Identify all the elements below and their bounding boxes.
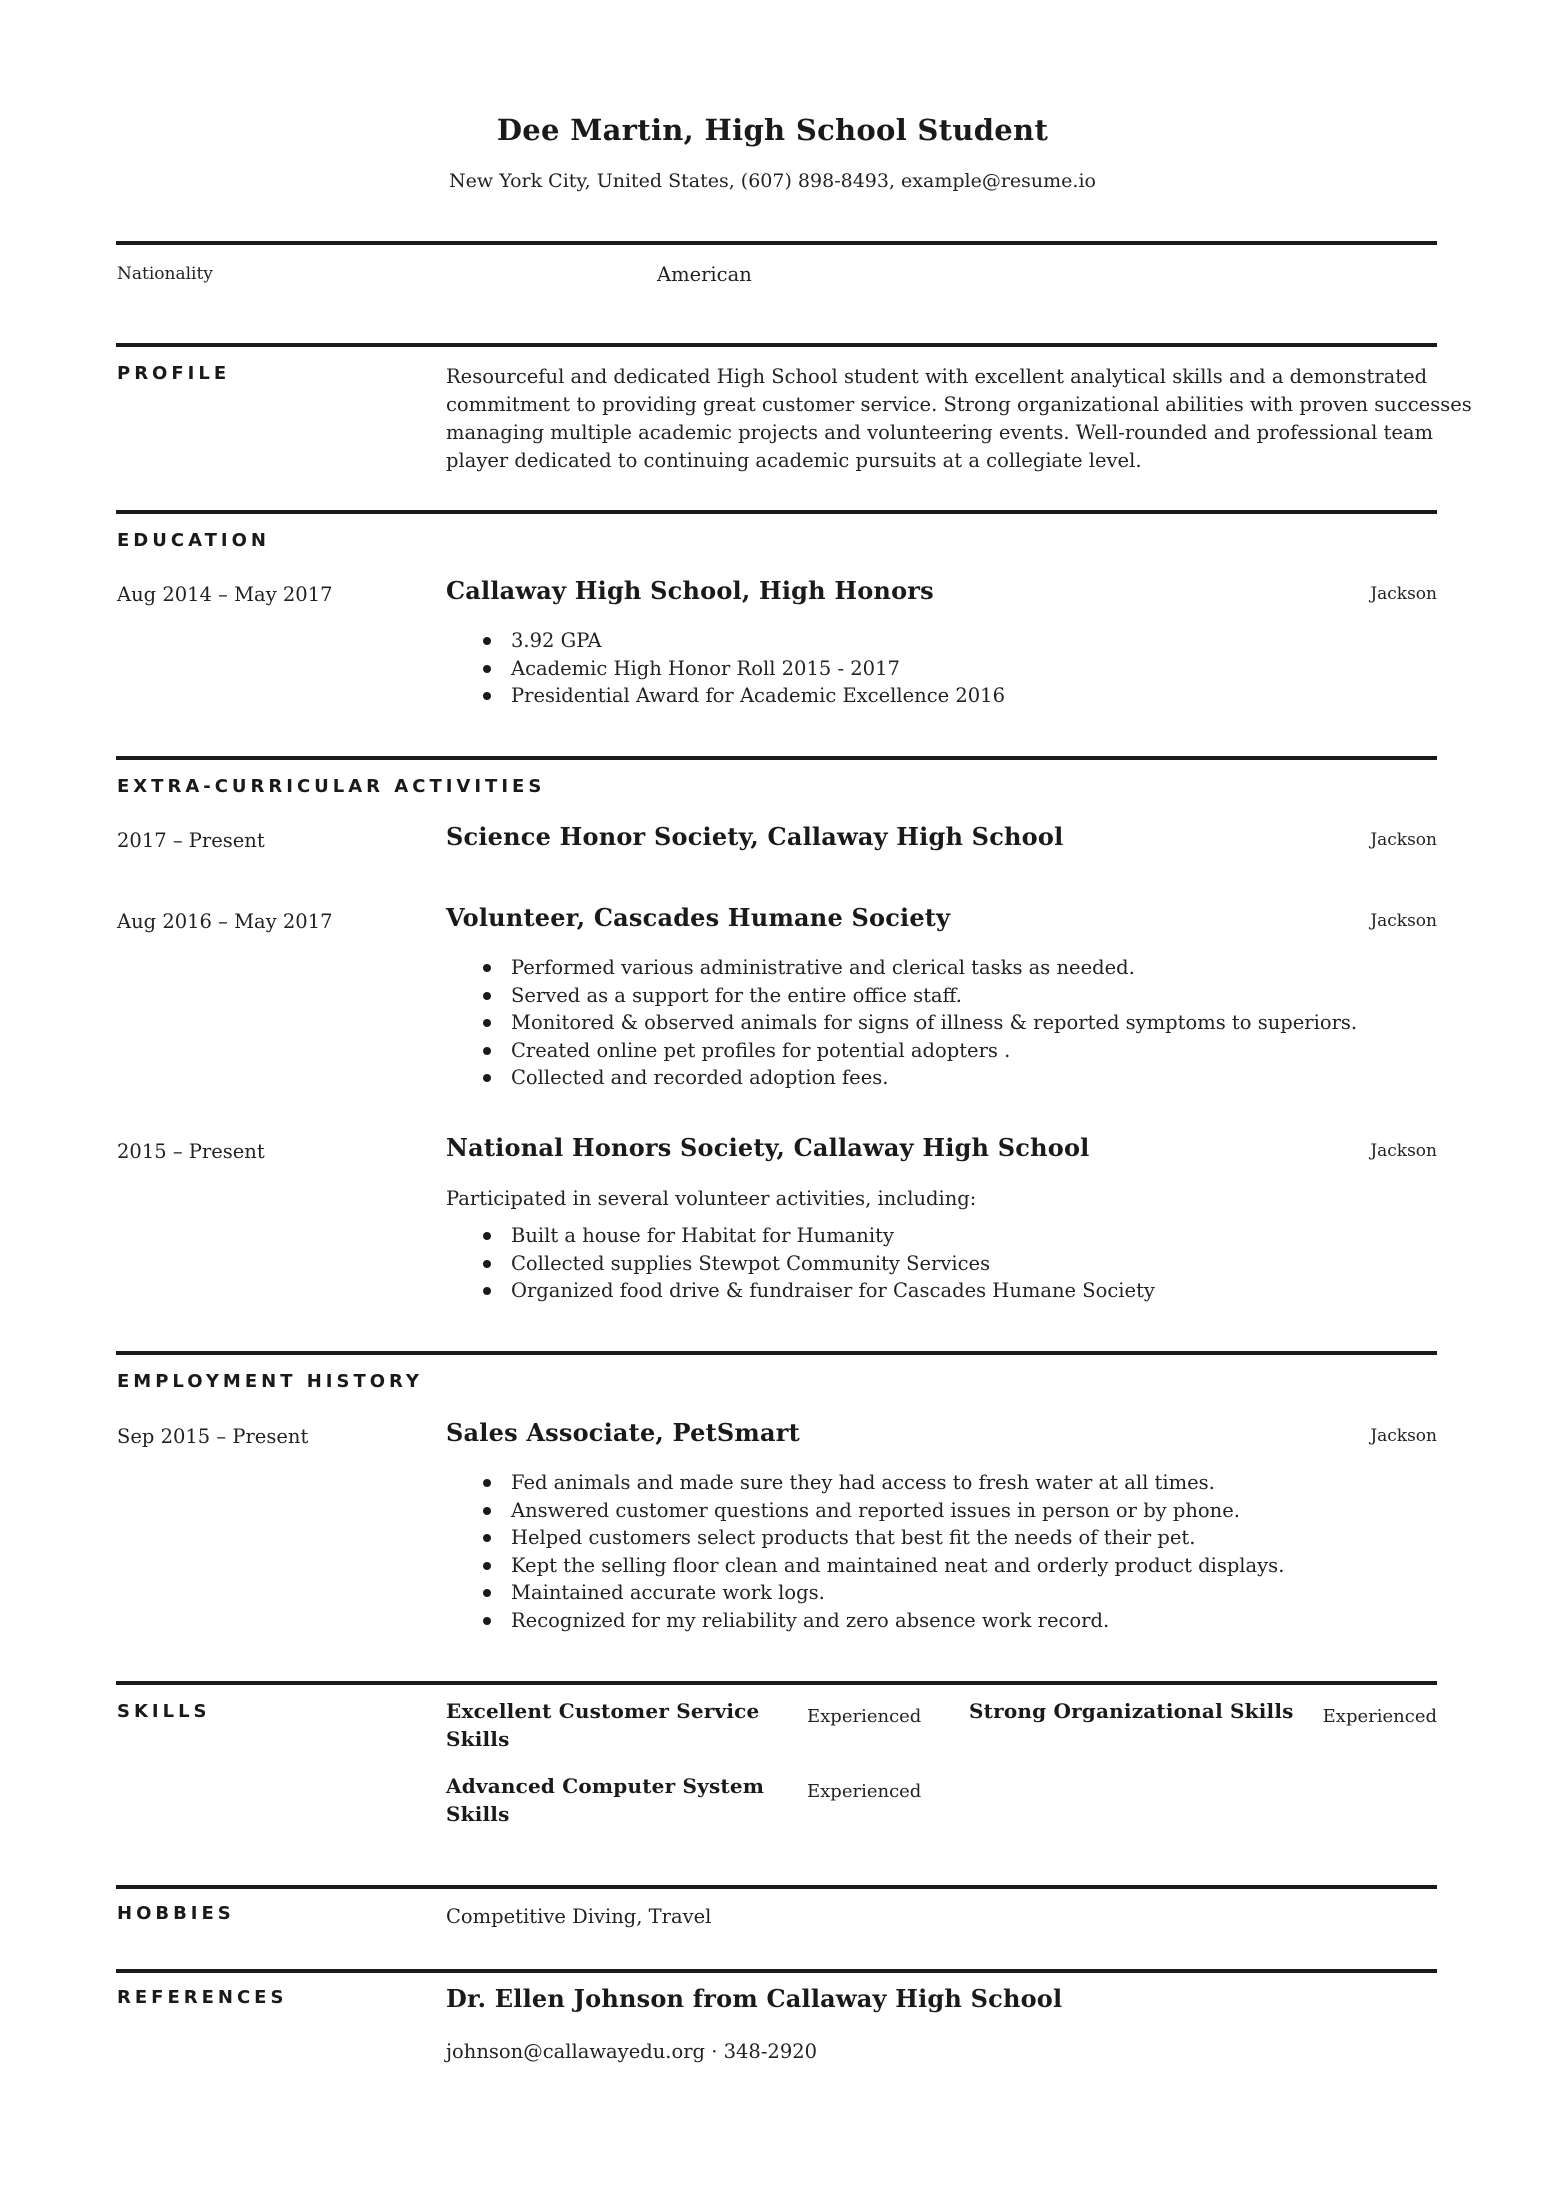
reference-contact: johnson@callawayedu.org · 348-2920	[446, 2040, 818, 2063]
list-item: Answered customer questions and reported issues in person or by phone.	[446, 1497, 1284, 1525]
list-item: Presidential Award for Academic Excellence 2016	[446, 682, 1005, 710]
education-bullets	[446, 627, 1005, 710]
divider-activities	[116, 756, 1437, 760]
section-label-skills: SKILLS	[117, 1701, 211, 1722]
skill-name	[446, 1772, 764, 1828]
section-label-activities: EXTRA-CURRICULAR ACTIVITIES	[117, 776, 546, 797]
skill-name-line: Skills	[446, 1802, 510, 1826]
list-item: Organized food drive & fundraiser for Cascades Humane Society	[446, 1277, 1155, 1305]
skill-name	[446, 1697, 759, 1753]
list-item: Collected supplies Stewpot Community Services	[446, 1250, 1155, 1278]
skill-name	[969, 1697, 1294, 1725]
divider-hobbies	[116, 1885, 1437, 1889]
entry-date: Aug 2014 – May 2017	[117, 583, 333, 606]
list-item: Fed animals and made sure they had access to fresh water at all times.	[446, 1469, 1284, 1497]
section-label-hobbies: HOBBIES	[117, 1903, 235, 1924]
resume-name: Dee Martin, High School Student	[496, 113, 1049, 147]
skill-name-line: Skills	[446, 1727, 510, 1751]
entry-title: Science Honor Society, Callaway High School	[446, 822, 1064, 851]
list-item: Built a house for Habitat for Humanity	[446, 1222, 1155, 1250]
divider-skills	[116, 1681, 1437, 1685]
list-item: Collected and recorded adoption fees.	[446, 1064, 1357, 1092]
divider-references	[116, 1969, 1437, 1973]
skill-name-line: Strong Organizational Skills	[969, 1699, 1294, 1723]
entry-city: Jackson	[1370, 584, 1437, 604]
employment-bullets	[446, 1469, 1284, 1635]
skill-level: Experienced	[807, 1706, 922, 1727]
honors-bullets	[446, 1222, 1155, 1305]
list-item: Academic High Honor Roll 2015 - 2017	[446, 655, 1005, 683]
list-item: Performed various administrative and clerical tasks as needed.	[446, 954, 1357, 982]
nationality-label: Nationality	[117, 264, 213, 284]
section-label-education: EDUCATION	[117, 530, 270, 551]
skill-level: Experienced	[807, 1781, 922, 1802]
list-item: Monitored & observed animals for signs of illness & reported symptoms to superiors.	[446, 1009, 1357, 1037]
entry-date: 2015 – Present	[117, 1140, 265, 1163]
list-item: 3.92 GPA	[446, 627, 1005, 655]
reference-name: Dr. Ellen Johnson from Callaway High School	[446, 1984, 1063, 2013]
list-item: Served as a support for the entire office staff.	[446, 982, 1357, 1010]
entry-title: Volunteer, Cascades Humane Society	[446, 903, 951, 932]
profile-summary	[446, 363, 1472, 475]
skill-level: Experienced	[1322, 1706, 1437, 1727]
entry-date: Sep 2015 – Present	[117, 1425, 309, 1448]
divider-education	[116, 510, 1437, 514]
entry-title: Callaway High School, High Honors	[446, 576, 934, 605]
section-label-profile: PROFILE	[117, 363, 231, 384]
divider-employment	[116, 1351, 1437, 1355]
hobbies-text: Competitive Diving, Travel	[446, 1905, 712, 1928]
entry-intro: Participated in several volunteer activities, including:	[446, 1187, 977, 1210]
entry-city: Jackson	[1370, 1426, 1437, 1446]
divider-details	[116, 241, 1437, 245]
entry-city: Jackson	[1370, 830, 1437, 850]
skill-name-line: Advanced Computer System	[446, 1774, 765, 1798]
list-item: Recognized for my reliability and zero absence work record.	[446, 1607, 1284, 1635]
list-item: Kept the selling floor clean and maintained neat and orderly product displays.	[446, 1552, 1284, 1580]
entry-city: Jackson	[1370, 1141, 1437, 1161]
profile-line: managing multiple academic projects and volunteering events. Well-rounded and professional team	[446, 421, 1434, 444]
profile-line: commitment to providing great customer service. Strong organizational abilities with proven successes	[446, 393, 1472, 416]
profile-line: player dedicated to continuing academic pursuits at a collegiate level.	[446, 449, 1142, 472]
entry-date: Aug 2016 – May 2017	[117, 910, 333, 933]
section-label-employment: EMPLOYMENT HISTORY	[117, 1371, 423, 1392]
entry-title: National Honors Society, Callaway High School	[446, 1133, 1090, 1162]
list-item: Helped customers select products that best fit the needs of their pet.	[446, 1524, 1284, 1552]
skill-name-line: Excellent Customer Service	[446, 1699, 760, 1723]
list-item: Created online pet profiles for potential adopters .	[446, 1037, 1357, 1065]
contact-line: New York City, United States, (607) 898-8493, example@resume.io	[449, 170, 1096, 192]
nationality-value: American	[657, 263, 752, 286]
list-item: Maintained accurate work logs.	[446, 1579, 1284, 1607]
entry-title: Sales Associate, PetSmart	[446, 1418, 800, 1447]
volunteer-bullets	[446, 954, 1357, 1092]
entry-city: Jackson	[1370, 911, 1437, 931]
section-label-references: REFERENCES	[117, 1987, 288, 2008]
profile-line: Resourceful and dedicated High School student with excellent analytical skills and a demonstrated	[446, 365, 1428, 388]
divider-profile	[116, 343, 1437, 347]
entry-date: 2017 – Present	[117, 829, 265, 852]
